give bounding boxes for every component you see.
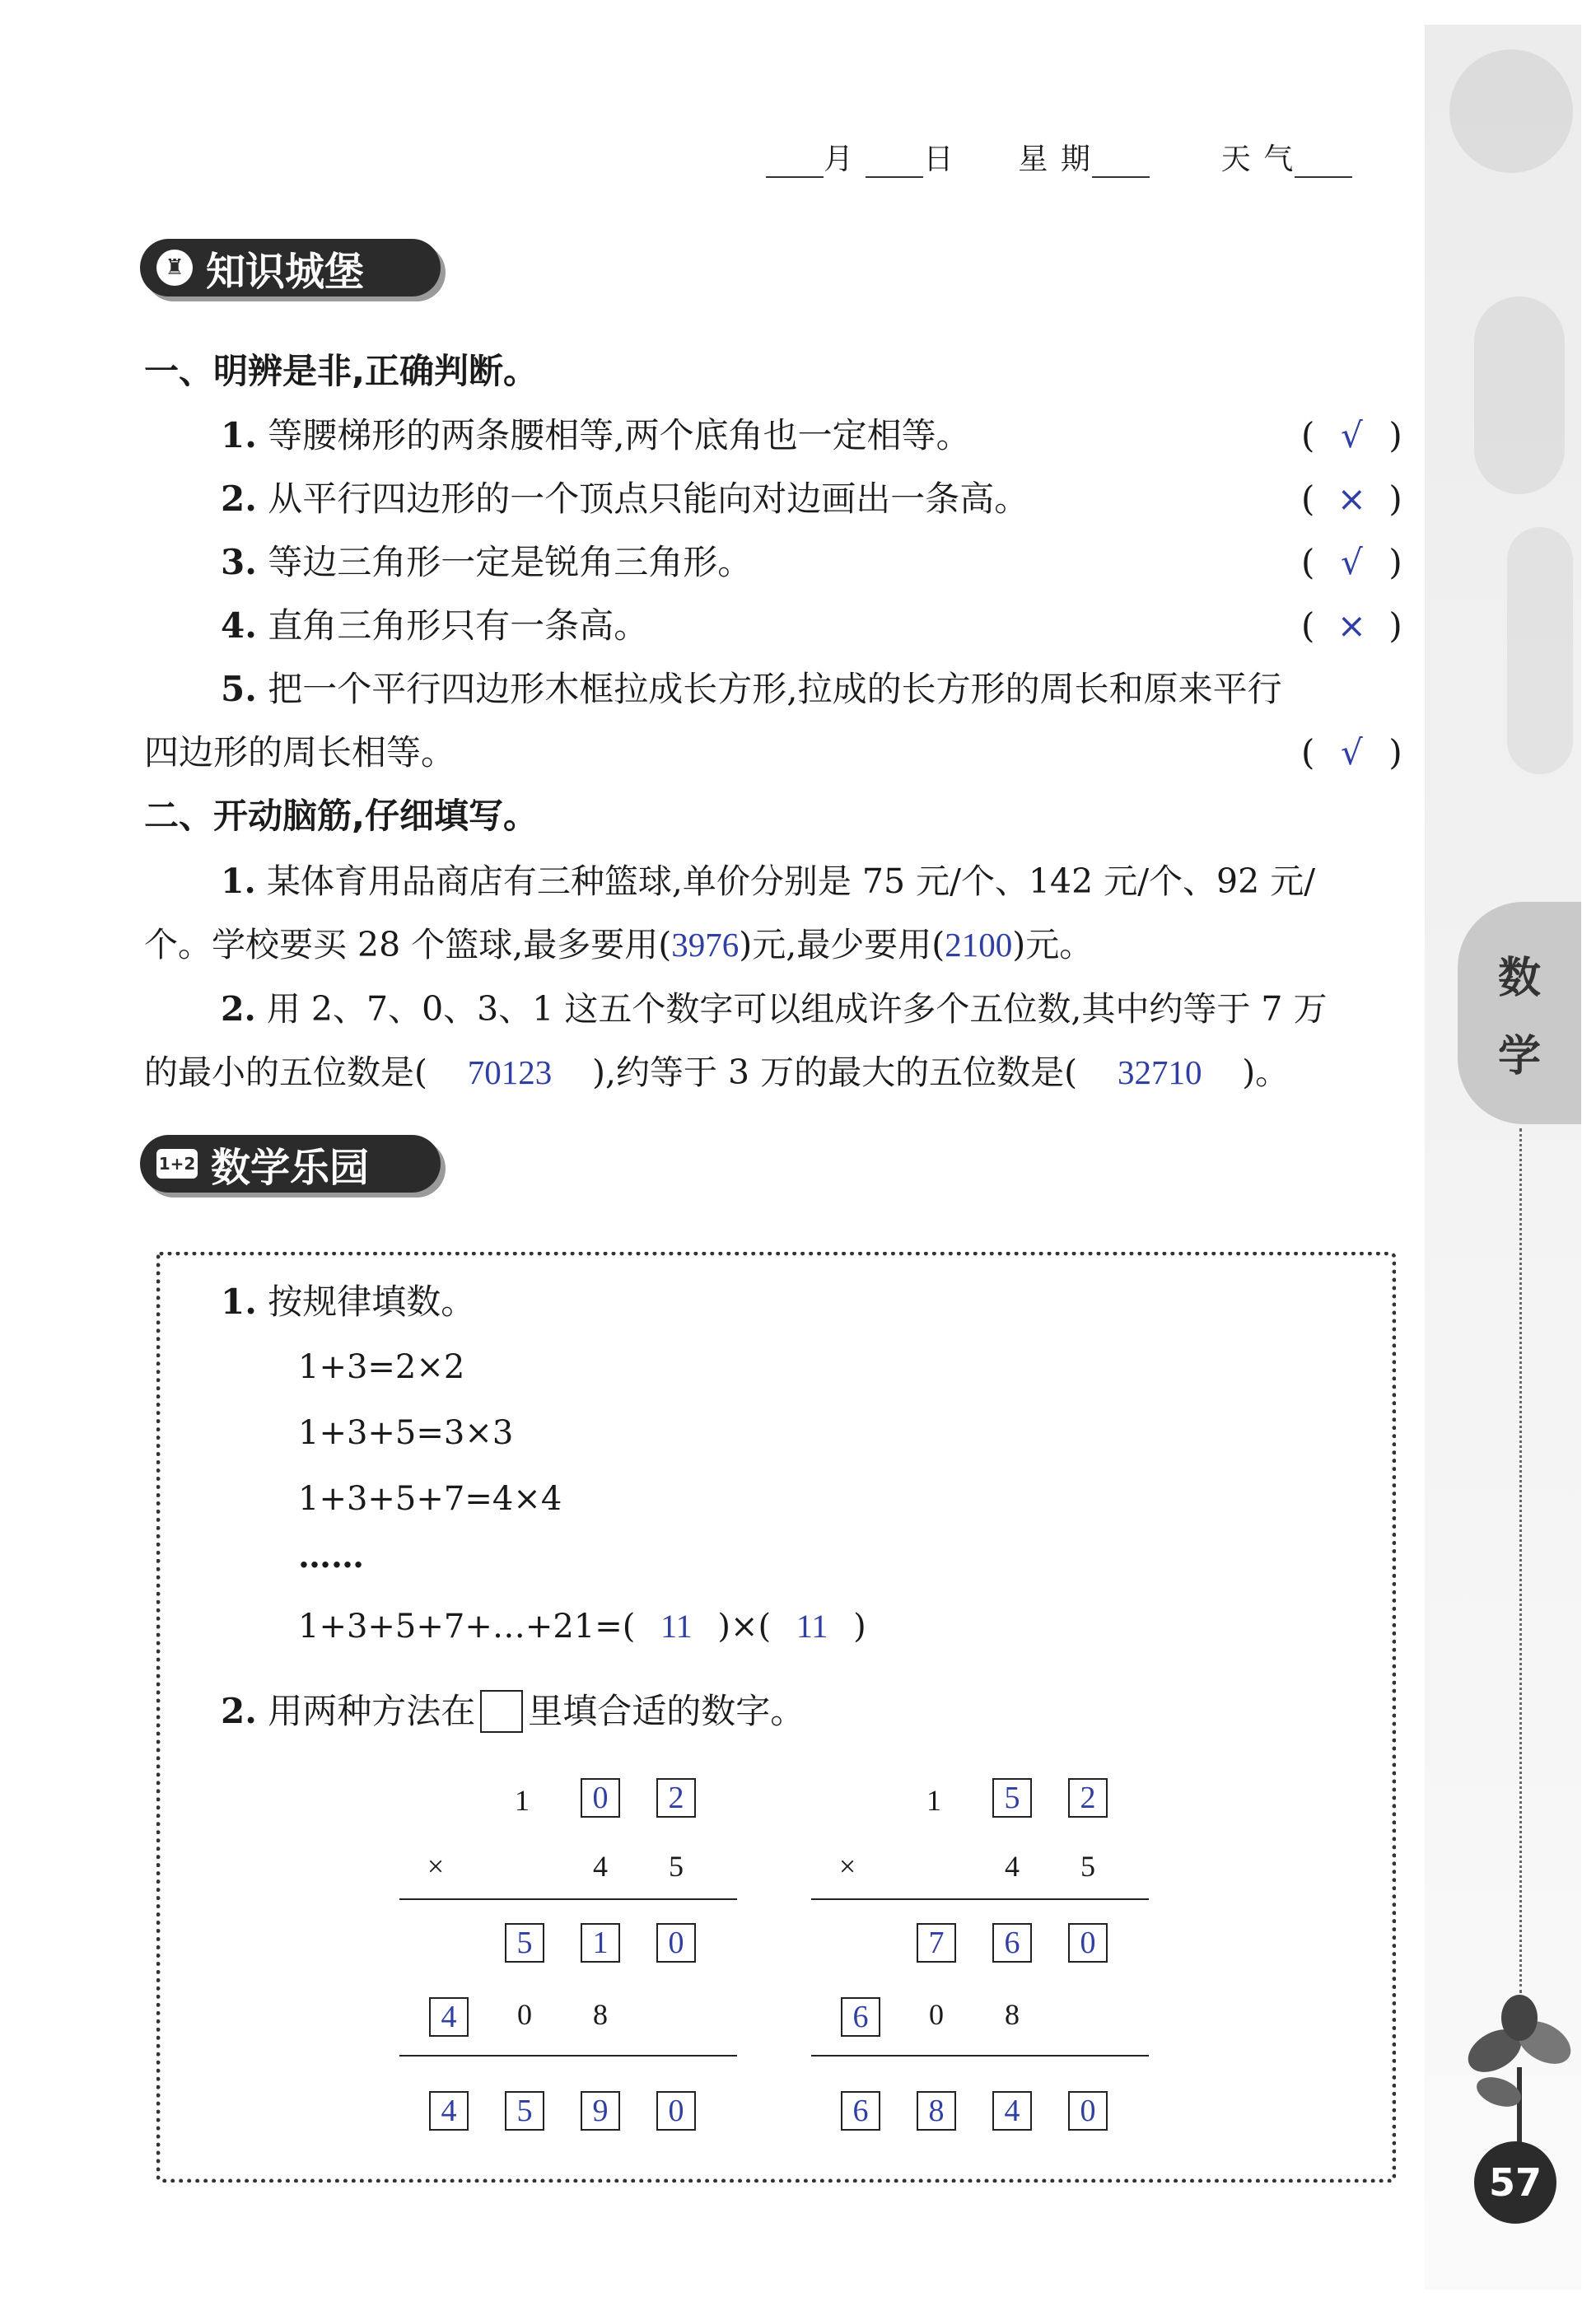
blank-line bbox=[866, 152, 923, 178]
fill-question-1-line2 bbox=[144, 925, 1094, 964]
answer-value: 3976 bbox=[671, 926, 740, 964]
digit-box: 2 bbox=[1068, 1778, 1108, 1818]
answer-value: 2100 bbox=[945, 926, 1013, 964]
section-title: 知识城堡 bbox=[206, 248, 365, 295]
digit-box: 6 bbox=[841, 1997, 880, 2037]
paren-open: ( bbox=[1301, 542, 1315, 582]
digit-box: 0 bbox=[581, 1778, 620, 1818]
fill-question-2 bbox=[221, 989, 1328, 1029]
question-text: 用两种方法在 bbox=[268, 1691, 476, 1731]
answer-mark: √ bbox=[1341, 542, 1363, 582]
decoration-shape bbox=[1474, 296, 1565, 494]
judgment-item-3 bbox=[221, 542, 753, 582]
multiplication-method-1 bbox=[399, 1775, 737, 2137]
digit-box: 0 bbox=[1068, 2091, 1108, 2131]
rule-line bbox=[811, 1898, 1149, 1900]
subject-char-2: 学 bbox=[1497, 1032, 1541, 1081]
digit-box: 0 bbox=[656, 2091, 696, 2131]
answer-paren-5 bbox=[1301, 732, 1402, 773]
answer-paren-4 bbox=[1301, 605, 1402, 646]
times-sign: × bbox=[838, 1850, 856, 1883]
paren-close: ) bbox=[1388, 542, 1402, 582]
digit: 1 bbox=[515, 1784, 530, 1817]
answer-mark: × bbox=[1337, 605, 1366, 646]
digit-box: 2 bbox=[656, 1778, 696, 1818]
paren-open: ( bbox=[1301, 479, 1315, 519]
part2-title: 二、开动脑筋,仔细填写。 bbox=[144, 796, 538, 836]
times-sign: × bbox=[427, 1850, 445, 1883]
question-text: 某体育用品商店有三种篮球,单价分别是 75 元/个、142 元/个、92 元/ bbox=[266, 861, 1316, 901]
answer-value: 70123 bbox=[467, 1053, 553, 1091]
pattern-line-1: 1+3=2×2 bbox=[298, 1348, 465, 1386]
expression: 1+3+5+7+…+21=( bbox=[298, 1608, 636, 1646]
paren-close: ) bbox=[1388, 415, 1402, 455]
digit-box: 7 bbox=[917, 1923, 956, 1963]
expression: ) bbox=[853, 1608, 866, 1646]
blank-line bbox=[1295, 152, 1352, 178]
digit-fill-question bbox=[221, 1690, 805, 1733]
expression: )×( bbox=[717, 1608, 772, 1646]
subject-char-1: 数 bbox=[1497, 954, 1541, 1003]
answer-value: 11 bbox=[660, 1608, 693, 1645]
answer-paren-1 bbox=[1301, 415, 1402, 455]
digit-box: 6 bbox=[841, 2091, 880, 2131]
question-text: )元。 bbox=[1012, 925, 1094, 964]
digit: 1 bbox=[926, 1784, 941, 1817]
question-text: 用 2、7、0、3、1 这五个数字可以组成许多个五位数,其中约等于 7 万 bbox=[266, 989, 1328, 1029]
answer-mark: × bbox=[1337, 479, 1366, 519]
fill-question-2-line2 bbox=[144, 1053, 1290, 1092]
digit-box: 0 bbox=[1068, 1923, 1108, 1963]
question-text: )元,最少要用( bbox=[739, 925, 945, 964]
weekday-label: 星 期 bbox=[1018, 142, 1092, 176]
item-text: 直角三角形只有一条高。 bbox=[268, 605, 649, 646]
pattern-question bbox=[221, 1282, 476, 1322]
part1-title: 一、明辨是非,正确判断。 bbox=[144, 351, 538, 391]
digit: 5 bbox=[669, 1850, 684, 1883]
digit: 8 bbox=[593, 1998, 608, 2031]
digit: 0 bbox=[929, 1998, 944, 2031]
answer-mark: √ bbox=[1341, 732, 1363, 773]
item-number: 1. bbox=[221, 1282, 257, 1322]
digit-box: 4 bbox=[992, 2091, 1032, 2131]
leaf-plant-icon bbox=[1458, 1993, 1581, 2158]
digit-box: 0 bbox=[656, 1923, 696, 1963]
item-number: 1. bbox=[221, 861, 256, 901]
answer-value: 32710 bbox=[1117, 1053, 1202, 1091]
blank-line bbox=[1092, 152, 1150, 178]
decoration-shape bbox=[1449, 49, 1573, 173]
digit-box: 5 bbox=[505, 2091, 544, 2131]
digit: 0 bbox=[517, 1998, 532, 2031]
judgment-item-1 bbox=[221, 415, 971, 455]
answer-mark: √ bbox=[1341, 415, 1363, 455]
question-text: ),约等于 3 万的最大的五位数是( bbox=[592, 1053, 1078, 1092]
judgment-item-2 bbox=[221, 479, 1029, 519]
digit: 5 bbox=[1080, 1850, 1095, 1883]
paren-close: ) bbox=[1388, 732, 1402, 773]
paren-close: ) bbox=[1388, 479, 1402, 519]
paren-close: ) bbox=[1388, 605, 1402, 646]
item-number: 2. bbox=[221, 989, 256, 1029]
paren-open: ( bbox=[1301, 732, 1315, 773]
item-text: 从平行四边形的一个顶点只能向对边画出一条高。 bbox=[268, 479, 1029, 519]
section-banner-knowledge bbox=[140, 239, 441, 296]
item-number: 4. bbox=[221, 605, 257, 646]
item-number: 5. bbox=[221, 669, 257, 709]
answer-paren-3 bbox=[1301, 542, 1402, 582]
weather-label: 天 气 bbox=[1220, 142, 1295, 176]
paren-open: ( bbox=[1301, 415, 1315, 455]
castle-icon: ♜ bbox=[156, 250, 193, 286]
subject-tab bbox=[1458, 902, 1581, 1124]
paren-open: ( bbox=[1301, 605, 1315, 646]
answer-value: 11 bbox=[796, 1608, 828, 1645]
digit-box: 8 bbox=[917, 2091, 956, 2131]
digit: 4 bbox=[1005, 1850, 1020, 1883]
digit: 8 bbox=[1005, 1998, 1020, 2031]
judgment-item-5 bbox=[221, 669, 1282, 709]
question-text: 个。学校要买 28 个篮球,最多要用( bbox=[144, 925, 672, 964]
multiplication-method-2 bbox=[811, 1775, 1149, 2137]
item-text: 把一个平行四边形木框拉成长方形,拉成的长方形的周长和原来平行 bbox=[268, 669, 1282, 709]
blank-line bbox=[766, 152, 824, 178]
item-text: 等边三角形一定是锐角三角形。 bbox=[268, 542, 753, 582]
pattern-line-2: 1+3+5=3×3 bbox=[298, 1414, 514, 1452]
pattern-line-3: 1+3+5+7=4×4 bbox=[298, 1480, 562, 1518]
item-number: 3. bbox=[221, 542, 257, 582]
question-title: 按规律填数。 bbox=[268, 1282, 476, 1322]
judgment-item-5-cont: 四边形的周长相等。 bbox=[144, 732, 456, 773]
item-number: 2. bbox=[221, 1691, 257, 1731]
empty-box-icon bbox=[480, 1690, 523, 1733]
question-text: 里填合适的数字。 bbox=[528, 1691, 805, 1731]
rule-line bbox=[399, 1898, 737, 1900]
digit-box: 9 bbox=[581, 2091, 620, 2131]
digit-box: 6 bbox=[992, 1923, 1032, 1963]
digit-box: 5 bbox=[505, 1923, 544, 1963]
pattern-answer-line bbox=[298, 1608, 866, 1646]
date-header bbox=[766, 136, 1352, 178]
digit-box: 4 bbox=[429, 1997, 469, 2037]
item-text: 等腰梯形的两条腰相等,两个底角也一定相等。 bbox=[268, 415, 971, 455]
rule-line bbox=[811, 2055, 1149, 2057]
digit-box: 4 bbox=[429, 2091, 469, 2131]
page-number: 57 bbox=[1474, 2141, 1556, 2224]
judgment-item-4 bbox=[221, 605, 649, 646]
blackboard-icon: 1+2 bbox=[156, 1149, 198, 1179]
month-label: 月 bbox=[824, 142, 856, 176]
day-label: 日 bbox=[923, 142, 955, 176]
item-number: 1. bbox=[221, 415, 257, 455]
digit-box: 1 bbox=[581, 1923, 620, 1963]
item-number: 2. bbox=[221, 479, 257, 519]
digit: 4 bbox=[593, 1850, 608, 1883]
section-banner-fun bbox=[140, 1135, 441, 1193]
question-text: )。 bbox=[1242, 1053, 1290, 1092]
answer-paren-2 bbox=[1301, 479, 1402, 519]
pattern-ellipsis: …… bbox=[298, 1537, 364, 1576]
question-text: 的最小的五位数是( bbox=[144, 1053, 427, 1092]
fill-question-1 bbox=[221, 861, 1316, 901]
section-title: 数学乐园 bbox=[211, 1144, 370, 1191]
dotted-divider bbox=[1519, 1128, 1522, 1993]
rule-line bbox=[399, 2055, 737, 2057]
decoration-shape bbox=[1507, 527, 1573, 774]
digit-box: 5 bbox=[992, 1778, 1032, 1818]
